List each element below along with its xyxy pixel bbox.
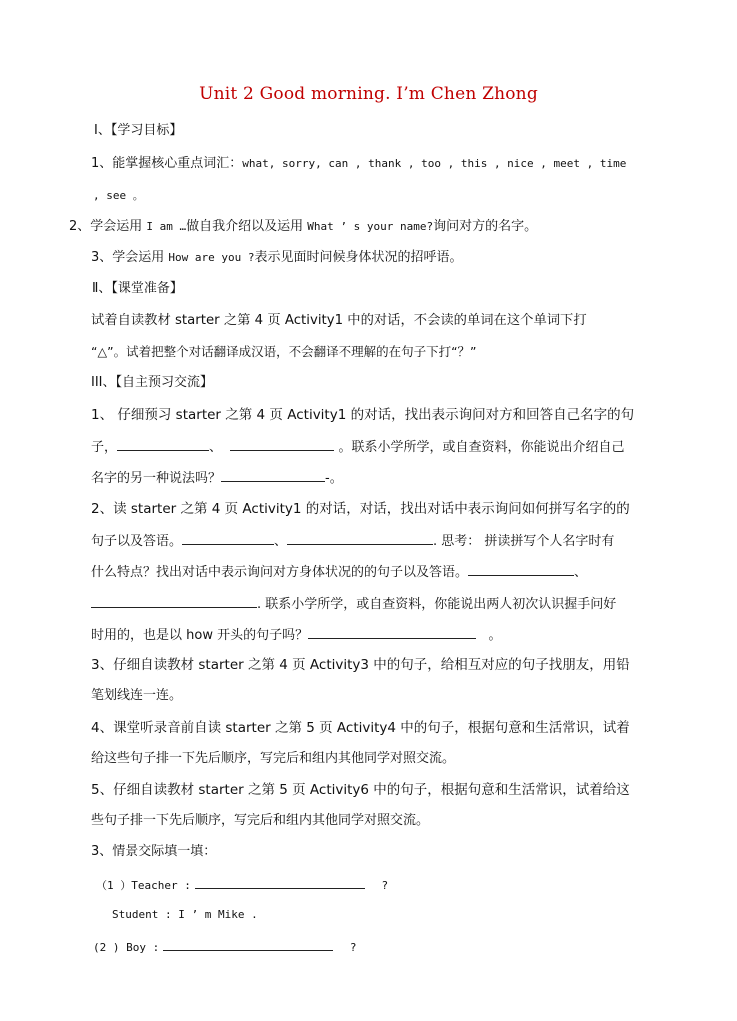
answer-blank[interactable]	[117, 436, 209, 451]
question-4-line-2: 给这些句子排一下先后顺序，写完后和组内其他同学对照交流。	[91, 751, 456, 766]
dialogue-1-student: Student : I ’ m Mike .	[112, 908, 258, 921]
question-1-line-3: 名字的另一种说法吗？ -。	[91, 467, 343, 489]
question-2-line-5: 时用的，也是以 how 开头的句子吗？ 。	[91, 624, 502, 646]
question-5-line-1: 5、仔细自读教材 starter 之第 5 页 Activity6 中的句子，根据句意和生活常识，试着给这	[91, 782, 630, 798]
question-2-line-3: 什么特点？找出对话中表示询问对方身体状况的的句子以及答语。 、	[91, 561, 587, 583]
section-2-heading: Ⅱ、【课堂准备】	[92, 281, 183, 296]
answer-blank[interactable]	[195, 874, 365, 889]
answer-blank[interactable]	[182, 530, 274, 545]
objective-1: 1、能掌握核心重点词汇：what, sorry, can , thank , too , this , nice , meet , time	[91, 156, 627, 171]
answer-blank[interactable]	[230, 436, 334, 451]
answer-blank[interactable]	[308, 624, 476, 639]
question-2-line-1: 2、读 starter 之第 4 页 Activity1 的对话，对话，找出对话中表示询问如何拼写名字的的	[91, 501, 630, 517]
preparation-line-1: 试着自读教材 starter 之第 4 页 Activity1 中的对话，不会读的单词在这个单词下打	[91, 313, 587, 328]
question-2-line-2: 句子以及答语。 、 . 思考： 拼读拼写个人名字时有	[91, 530, 614, 552]
section-3-heading: III、【自主预习交流】	[91, 375, 214, 390]
question-5-line-2: 些句子排一下先后顺序，写完后和组内其他同学对照交流。	[91, 813, 430, 828]
question-1-line-1: 1、 仔细预习 starter 之第 4 页 Activity1 的对话，找出表示询问对方和回答自己名字的句	[91, 407, 635, 423]
answer-blank[interactable]	[287, 530, 433, 545]
page-title: Unit 2 Good morning. I’m Chen Zhong	[199, 84, 538, 104]
dialogue-2-boy: (2 ) Boy : ?	[93, 936, 357, 958]
answer-blank[interactable]	[468, 561, 574, 576]
question-2-line-4: . 联系小学所学，或自查资料，你能说出两人初次认识握手问好	[91, 593, 616, 615]
preparation-line-2: “△”。试着把整个对话翻译成汉语，不会翻译不理解的在句子下打“？”	[91, 344, 477, 359]
answer-blank[interactable]	[221, 467, 325, 482]
question-3-line-2: 笔划线连一连。	[91, 688, 183, 703]
objective-2: 2、学会运用 I am …做自我介绍以及运用 What ’ s your name?询问对方的名字。	[69, 219, 538, 234]
question-6-heading: 3、情景交际填一填：	[91, 844, 217, 859]
answer-blank[interactable]	[91, 593, 257, 608]
answer-blank[interactable]	[163, 936, 333, 951]
dialogue-1-teacher: （1 ）Teacher : ?	[96, 874, 388, 896]
question-3-line-1: 3、仔细自读教材 starter 之第 4 页 Activity3 中的句子，给相互对应的句子找朋友，用铅	[91, 657, 630, 673]
question-4-line-1: 4、课堂听录音前自读 starter 之第 5 页 Activity4 中的句子，根据句意和生活常识，试着	[91, 720, 630, 736]
section-1-heading: Ⅰ、【学习目标】	[94, 123, 183, 138]
objective-1-continued: , see 。	[93, 189, 144, 202]
question-1-line-2: 子， 、 。联系小学所学，或自查资料，你能说出介绍自己	[91, 436, 624, 458]
objective-3: 3、学会运用 How are you ?表示见面时问候身体状况的招呼语。	[91, 250, 463, 265]
